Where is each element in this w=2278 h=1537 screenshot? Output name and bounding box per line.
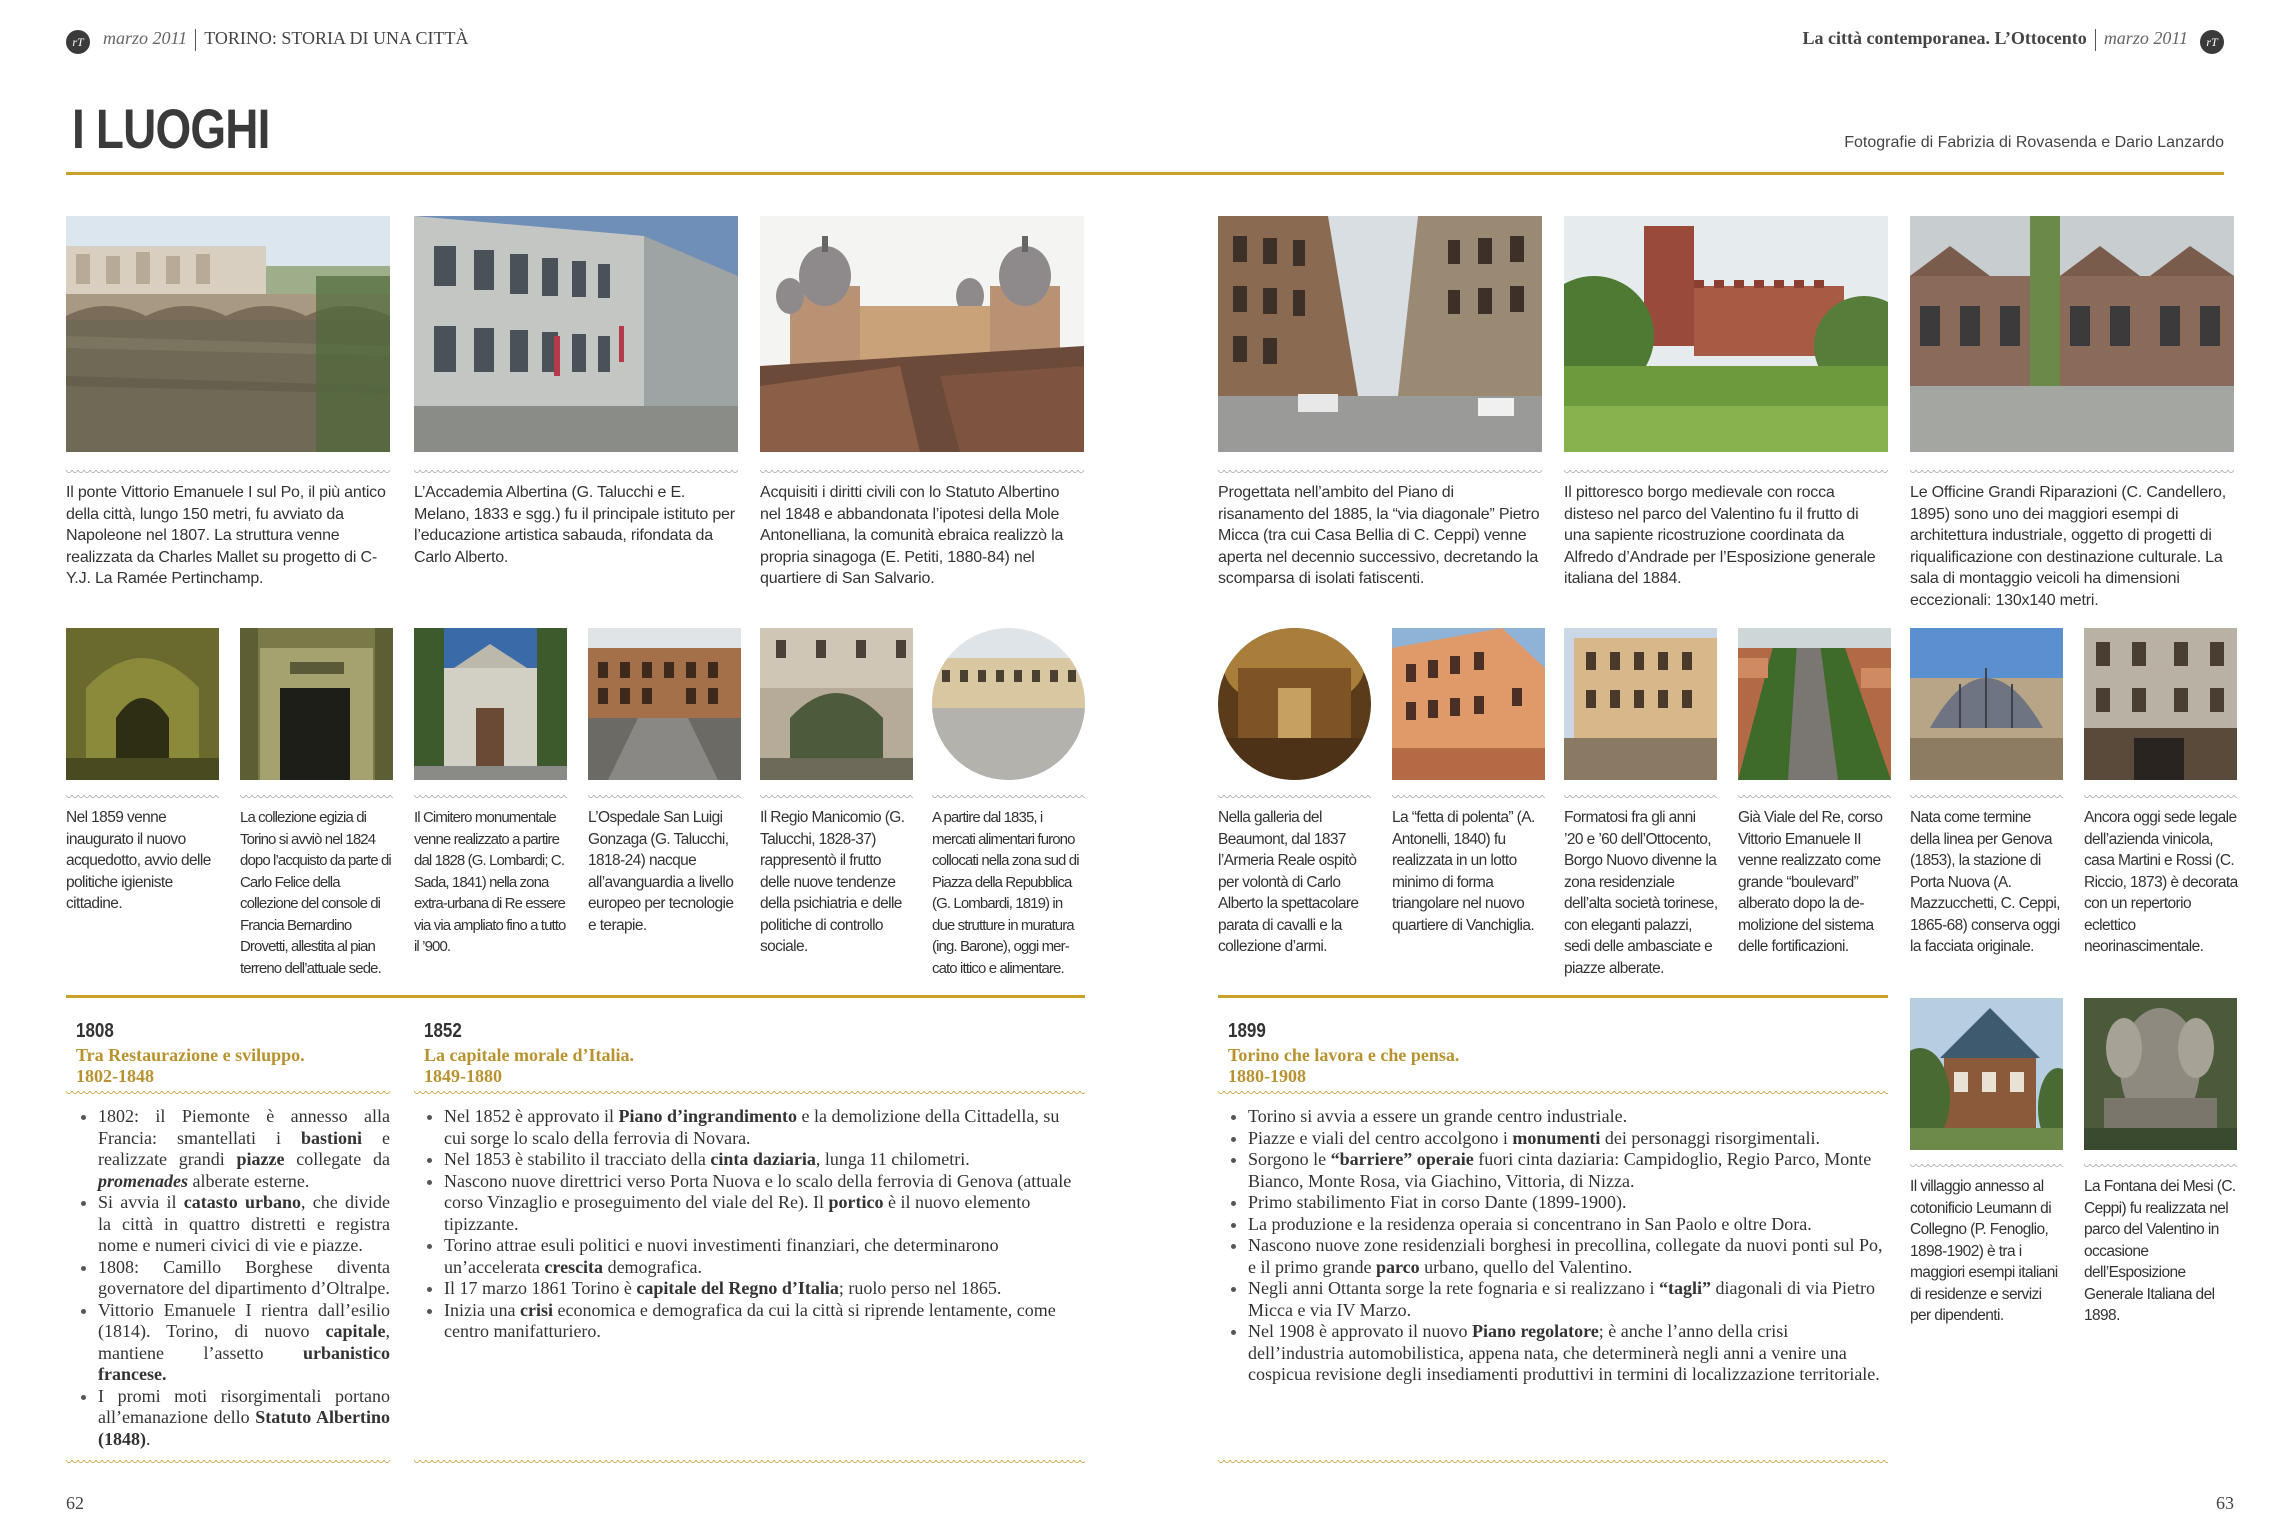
timeline-item: • I promi moti risorgimentali portano all’emanazione dello Statuto Albertino (1848). <box>98 1386 390 1451</box>
header-separator <box>2095 29 2096 51</box>
timeline-block-1852 <box>424 1020 1024 1087</box>
photo-caption: L’Ospedale San Luigi Gonzaga (G. Talucchi, 1818-24) nacque all’avanguardia a livello europeo per tecnologie e terapie. <box>588 809 734 934</box>
photo-borgo-medievale <box>1564 216 1888 452</box>
caption-divider <box>1564 470 1888 476</box>
photo-casa-martini-rossi <box>2084 628 2237 780</box>
timeline-list <box>1218 1106 1888 1386</box>
caption-divider <box>414 795 567 801</box>
photo-borgo-nuovo <box>1564 628 1717 780</box>
header-date: marzo 2011 <box>2103 28 2188 48</box>
timeline-item: • Nel 1908 è approvato il nuovo Piano regolatore; è anche l’anno della crisi dell’industria automobilistica, appena nata, che determinerà negli anni a venire una cospicua revisione degli insediamenti produttivi in termini di localizzazione territoriale. <box>1248 1321 1888 1386</box>
timeline-item: • Nel 1853 è stabilito il tracciato della cinta daziaria, lunga 11 chilometri. <box>444 1149 1084 1171</box>
caption-divider <box>760 470 1084 476</box>
timeline-item: • Nascono nuove zone residenziali borghesi in precollina, collegate da nuovi ponti sul Po, e il primo grande parco urbano, quello del Valentino. <box>1248 1235 1888 1278</box>
photo-corso-vittorio-emanuele <box>1738 628 1891 780</box>
photo-caption: Il Cimitero monumentale venne realizzato a partire dal 1828 (G. Lombardi; C. Sada, 1841) nella zona extra-urbana di Re essere via via ampliato fino a tutto il ’900. <box>414 809 566 955</box>
timeline-item: • Vittorio Emanuele I rientra dall’esilio (1814). Torino, di nuovo capitale, mantiene l’assetto urbanistico francese. <box>98 1300 390 1386</box>
logo-text: rT <box>72 35 84 49</box>
timeline-rule <box>1218 995 1888 998</box>
photo-caption: Nella galleria del Beaumont, dal 1837 l’Armeria Reale ospitò per volontà di Carlo Alberto la spettacolare parata di cavalli e la collezione d’armi. <box>1218 809 1359 955</box>
timeline-item: • Si avvia il catasto urbano, che divide la città in quattro distretti e registra nome e numeri civici di vie e piazze. <box>98 1192 390 1257</box>
photo-caption: Il ponte Vittorio Emanuele I sul Po, il più antico della città, lungo 150 metri, fu avviato da Napoleone nel 1807. La struttura venne realizzata da Charles Mallet su progetto di C-Y.J. La Ramée Pertinchamp. <box>66 484 386 587</box>
photo-caption: Nel 1859 venne inaugurato il nuovo acquedotto, avvio delle politiche igieniste cittadine. <box>66 809 211 912</box>
caption-divider <box>2084 1164 2237 1170</box>
running-header-right <box>1803 28 2188 51</box>
timeline-item: • Nascono nuove direttrici verso Porta Nuova e lo scalo della ferrovia di Genova (attuale corso Vinzaglio e proseguimento del viale del Re). Il portico è il nuovo elemento tipizzante. <box>444 1171 1084 1236</box>
section-title: I LUOGHI <box>72 97 270 160</box>
page-number-left: 62 <box>66 1493 84 1513</box>
timeline-divider <box>1218 1091 1888 1097</box>
header-date: marzo 2011 <box>103 28 188 48</box>
magazine-logo <box>2200 30 2224 54</box>
photo-villaggio-leumann <box>1910 998 2063 1150</box>
timeline-subtitle: Tra Restaurazione e sviluppo. <box>76 1045 305 1065</box>
caption-divider <box>1218 795 1371 801</box>
photo-caption: Progettata nell’ambito del Piano di risanamento del 1885, la “via diagonale” Pietro Micca (tra cui Casa Bellia di C. Ceppi) venne aperta nel decennio successivo, decretando la scomparsa di isolati fatiscenti. <box>1218 484 1540 587</box>
timeline-footer-divider <box>66 1460 390 1466</box>
photo-caption: La “fetta di polenta” (A. Antonelli, 1840) fu realizzata in un lotto minimo di forma triangolare nel nuovo quartiere di Vanchiglia. <box>1392 809 1535 934</box>
caption-divider <box>240 795 393 801</box>
caption-divider <box>66 470 390 476</box>
header-title: La città contemporanea. L’Ottocento <box>1802 28 2087 48</box>
caption-divider <box>1910 470 2234 476</box>
photo-mercati-piazza-repubblica <box>932 628 1085 780</box>
timeline-item: • Primo stabilimento Fiat in corso Dante (1899-1900). <box>1248 1192 1888 1214</box>
timeline-year: 1852 <box>424 1020 462 1042</box>
caption-divider <box>2084 795 2237 801</box>
timeline-item: • Torino si avvia a essere un grande centro industriale. <box>1248 1106 1888 1128</box>
page-number-right: 63 <box>2216 1493 2234 1513</box>
photo-ospedale-san-luigi <box>588 628 741 780</box>
caption-divider <box>1738 795 1891 801</box>
caption-divider <box>932 795 1085 801</box>
photo-museo-egizio <box>240 628 393 780</box>
timeline-item: • Piazze e viali del centro accolgono i monumenti dei personaggi risorgimentali. <box>1248 1128 1888 1150</box>
timeline-block-1899 <box>1228 1020 1828 1087</box>
photo-caption: La collezione egizia di Torino si avviò nel 1824 dopo l’acquisto da parte di Carlo Felice della collezione del console di Francia Bernardino Drovetti, allestita al pian terreno dell’attuale sede. <box>240 809 391 977</box>
photo-caption: L’Accademia Albertina (G. Talucchi e E. Melano, 1833 e sgg.) fu il principale istituto per l’educazione artistica sabauda, rifondata da Carlo Alberto. <box>414 484 735 566</box>
timeline-footer-divider <box>1218 1460 1888 1466</box>
photo-caption: A partire dal 1835, i mercati alimentari furono collocati nella zona sud di Piazza della Repubblica (G. Lombardi, 1819) in due strutture in muratura (ing. Barone), oggi mercato ittico e alimentare. <box>932 809 1079 977</box>
timeline-range: 1802-1848 <box>76 1066 154 1086</box>
timeline-item: • Il 17 marzo 1861 Torino è capitale del Regno d’Italia; ruolo perso nel 1865. <box>444 1278 1084 1300</box>
photo-fontana-dei-mesi <box>2084 998 2237 1150</box>
photo-caption: Acquisiti i diritti civili con lo Statuto Albertino nel 1848 e abbandonata l’ipotesi della Mole Antonelliana, la comunità ebraica realizzò la propria sinagoga (E. Petiti, 1880-84) nel quartiere di San Salvario. <box>760 484 1064 587</box>
caption-divider <box>760 795 913 801</box>
timeline-divider <box>66 1091 390 1097</box>
magazine-logo <box>66 30 90 54</box>
timeline-item: • Negli anni Ottanta sorge la rete fognaria e si realizzano i “tagli” diagonali di via Pietro Micca e via IV Marzo. <box>1248 1278 1888 1321</box>
timeline-footer-divider <box>414 1460 1085 1466</box>
timeline-item: • 1802: il Piemonte è annesso alla Francia: smantellati i bastioni e realizzate grandi piazze collegate da promenades alberate esterne. <box>98 1106 390 1192</box>
photo-caption: La Fontana dei Mesi (C. Ceppi) fu realizzata nel parco del Valentino in occasione dell’Esposizione Generale Italiana del 1898. <box>2084 1178 2236 1324</box>
photo-regio-manicomio <box>760 628 913 780</box>
header-title: TORINO: STORIA DI UNA CITTÀ <box>204 28 469 48</box>
caption-divider <box>1392 795 1545 801</box>
caption-divider <box>66 795 219 801</box>
timeline-rule <box>66 995 1085 998</box>
timeline-subtitle: Torino che lavora e che pensa. <box>1228 1045 1460 1065</box>
header-separator <box>195 29 196 51</box>
timeline-item: • Sorgono le “barriere” operaie fuori cinta daziaria: Campidoglio, Regio Parco, Monte Bianco, Monte Rosa, via Giachino, Vittoria, di Nizza. <box>1248 1149 1888 1192</box>
title-rule <box>66 172 2224 175</box>
photo-accademia-albertina <box>414 216 738 452</box>
caption-divider <box>1564 795 1717 801</box>
photo-caption: Le Officine Grandi Riparazioni (C. Candellero, 1895) sono uno dei maggiori esempi di architettura industriale, oggetto di progetti di riqualificazione con destinazione culturale. La sala di montaggio veicoli ha dimensioni eccezionali: 130x140 metri. <box>1910 484 2226 609</box>
caption-divider <box>588 795 741 801</box>
caption-divider <box>1910 1164 2063 1170</box>
photo-caption: Nata come termine della linea per Genova (1853), la stazione di Porta Nuova (A. Mazzucchetti, C. Ceppi, 1865-68) conserva oggi la facciata originale. <box>1910 809 2060 955</box>
timeline-range: 1849-1880 <box>424 1066 502 1086</box>
timeline-item: • Inizia una crisi economica e demografica da cui la città si riprende lentamente, come centro manifatturiero. <box>444 1300 1084 1343</box>
photo-caption: Il villaggio annesso al cotonificio Leumann di Collegno (P. Fenoglio, 1898-1902) è tra i maggiori esempi italiani di residenze e servizi per dipendenti. <box>1910 1178 2058 1324</box>
timeline-item: • La produzione e la residenza operaia si concentrano in San Paolo e oltre Dora. <box>1248 1214 1888 1236</box>
photo-cimitero-monumentale <box>414 628 567 780</box>
photo-caption: Il Regio Manicomio (G. Talucchi, 1828-37) rappresentò il frutto delle nuove tendenze della psichiatria e delle politiche di controllo sociale. <box>760 809 905 955</box>
photo-caption: Già Viale del Re, corso Vittorio Emanuele II venne realizzato come grande “boulevard” alberato dopo la demolizione del sistema delle fortificazioni. <box>1738 809 1883 955</box>
timeline-item: • Torino attrae esuli politici e nuovi investimenti finanziari, che determinarono un’accelerata crescita demografica. <box>444 1235 1084 1278</box>
photo-stazione-porta-nuova <box>1910 628 2063 780</box>
running-header-left <box>103 28 469 51</box>
caption-divider <box>1218 470 1542 476</box>
photo-caption: Formatosi fra gli anni ’20 e ’60 dell’Ottocento, Borgo Nuovo divenne la zona residenziale dell’alta società torinese, con eleganti palazzi, sedi delle ambasciate e piazze alberate. <box>1564 809 1718 977</box>
timeline-list <box>414 1106 1084 1343</box>
caption-divider <box>414 470 738 476</box>
timeline-list <box>68 1106 390 1450</box>
timeline-item: • Nel 1852 è approvato il Piano d’ingrandimento e la demolizione della Cittadella, su cui sorge lo scalo della ferrovia di Novara. <box>444 1106 1084 1149</box>
photo-credits: Fotografie di Fabrizia di Rovasenda e Dario Lanzardo <box>1844 134 2224 151</box>
timeline-block-1808 <box>76 1020 390 1087</box>
photo-fetta-di-polenta <box>1392 628 1545 780</box>
timeline-range: 1880-1908 <box>1228 1066 1306 1086</box>
caption-divider <box>1910 795 2063 801</box>
photo-caption: Il pittoresco borgo medievale con rocca disteso nel parco del Valentino fu il frutto di una sapiente ricostruzione coordinata da Alfredo d’Andrade per l’Esposizione generale italiana del 1884. <box>1564 484 1876 587</box>
photo-acquedotto <box>66 628 219 780</box>
timeline-divider <box>414 1091 1085 1097</box>
timeline-year: 1808 <box>76 1020 114 1042</box>
timeline-subtitle: La capitale morale d’Italia. <box>424 1045 634 1065</box>
photo-caption: Ancora oggi sede legale dell’azienda vinicola, casa Martini e Rossi (C. Riccio, 1873) è decorata con un repertorio eclettico neorinascimentale. <box>2084 809 2238 955</box>
photo-ponte-vittorio-emanuele <box>66 216 390 452</box>
timeline-item: • 1808: Camillo Borghese diventa governatore del dipartimento d’Oltralpe. <box>98 1257 390 1300</box>
photo-armeria-reale <box>1218 628 1371 780</box>
photo-sinagoga <box>760 216 1084 452</box>
photo-officine-grandi-riparazioni <box>1910 216 2234 452</box>
logo-text: rT <box>2206 35 2218 49</box>
timeline-year: 1899 <box>1228 1020 1266 1042</box>
photo-via-pietro-micca <box>1218 216 1542 452</box>
